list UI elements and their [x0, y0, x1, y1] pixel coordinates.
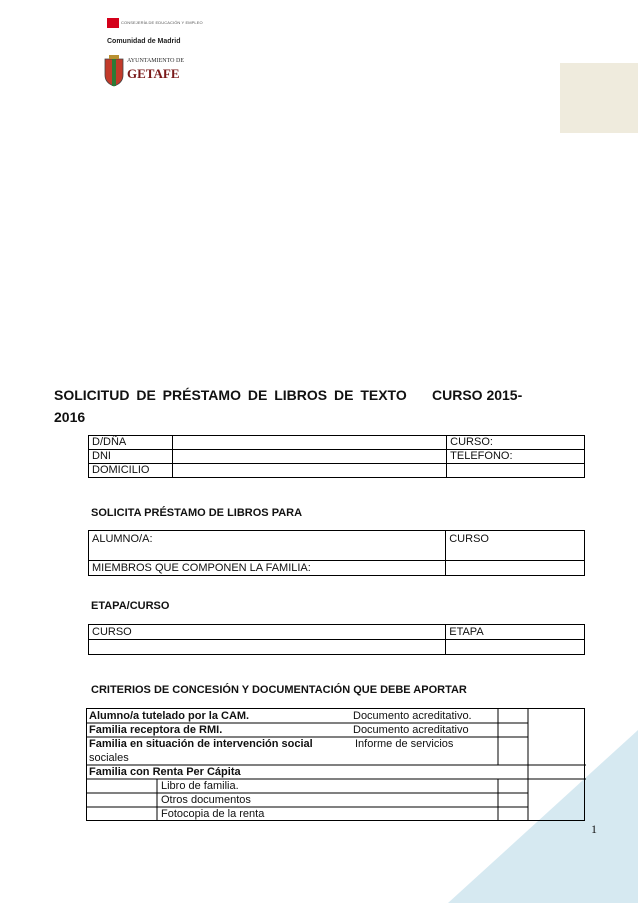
doc-libro-familia: Libro de familia.: [161, 780, 239, 792]
curso-field[interactable]: CURSO: [446, 531, 585, 561]
doc-rmi: Documento acreditativo: [353, 724, 469, 736]
criterios-grid-lines: [87, 709, 586, 820]
title-main: SOLICITUD DE PRÉSTAMO DE LIBROS DE TEXTO: [54, 387, 407, 403]
table-row: [89, 561, 585, 576]
doc-otros: Otros documentos: [161, 794, 251, 806]
getafe-name: GETAFE: [127, 66, 180, 81]
table-row: [89, 450, 585, 464]
name-field[interactable]: [172, 436, 446, 450]
criterio-tutelado: Alumno/a tutelado por la CAM.: [89, 710, 250, 722]
alumno-field[interactable]: ALUMNO/A:: [89, 531, 446, 561]
curso-field[interactable]: CURSO:: [447, 436, 585, 450]
table-row: [87, 709, 585, 821]
page-number: 1: [591, 822, 597, 836]
empty-cell: [446, 561, 585, 576]
table-row: [89, 625, 585, 640]
dni-field[interactable]: [172, 450, 446, 464]
table-row: [89, 531, 585, 561]
cm-small-text: CONSEJERÍA DE EDUCACIÓN Y EMPLEO: [121, 20, 203, 25]
page-title: [54, 384, 564, 425]
domicilio-field[interactable]: [172, 464, 446, 478]
section-heading-solicita: SOLICITA PRÉSTAMO DE LIBROS PARA: [91, 507, 303, 519]
label-cell: DOMICILIO: [89, 464, 173, 478]
curso-field[interactable]: [89, 640, 446, 655]
label-cell: D/DÑA: [89, 436, 173, 450]
doc-intervencion: Informe de servicios: [355, 738, 454, 750]
table-row: [89, 640, 585, 655]
etapa-table: [88, 624, 585, 655]
criterio-renta: Familia con Renta Per Cápita: [89, 766, 241, 778]
section-heading-etapa: ETAPA/CURSO: [91, 600, 170, 612]
getafe-shield-icon: [103, 55, 125, 87]
telefono-field[interactable]: TELEFONO:: [447, 450, 585, 464]
table-row: [89, 436, 585, 450]
madrid-flag-icon: [107, 18, 119, 28]
criterio-rmi: Familia receptora de RMI.: [89, 724, 223, 736]
miembros-field[interactable]: MIEMBROS QUE COMPONEN LA FAMILIA:: [89, 561, 446, 576]
getafe-logo: [103, 55, 193, 93]
criterios-table: [86, 708, 585, 821]
label-cell: DNI: [89, 450, 173, 464]
curso-label: CURSO: [89, 625, 446, 640]
comunidad-madrid-logo: [107, 18, 203, 52]
student-table: [88, 530, 585, 576]
doc-tutelado: Documento acreditativo.: [353, 710, 472, 722]
empty-cell: [447, 464, 585, 478]
table-row: [89, 464, 585, 478]
title-curso: CURSO 2015-: [432, 387, 523, 403]
applicant-table: [88, 435, 585, 478]
criterio-intervencion-cont: sociales: [89, 752, 129, 764]
section-heading-criterios: CRITERIOS DE CONCESIÓN Y DOCUMENTACIÓN QUE DEBE APORTAR: [91, 684, 467, 696]
title-year: 2016: [54, 409, 86, 425]
etapa-field[interactable]: [446, 640, 585, 655]
getafe-ayuntamiento-text: AYUNTAMIENTO DE: [127, 58, 185, 64]
cm-name: Comunidad de Madrid: [107, 38, 181, 45]
etapa-label: ETAPA: [446, 625, 585, 640]
criterio-intervencion: Familia en situación de intervención social: [89, 738, 313, 750]
doc-renta: Fotocopia de la renta: [161, 808, 265, 820]
